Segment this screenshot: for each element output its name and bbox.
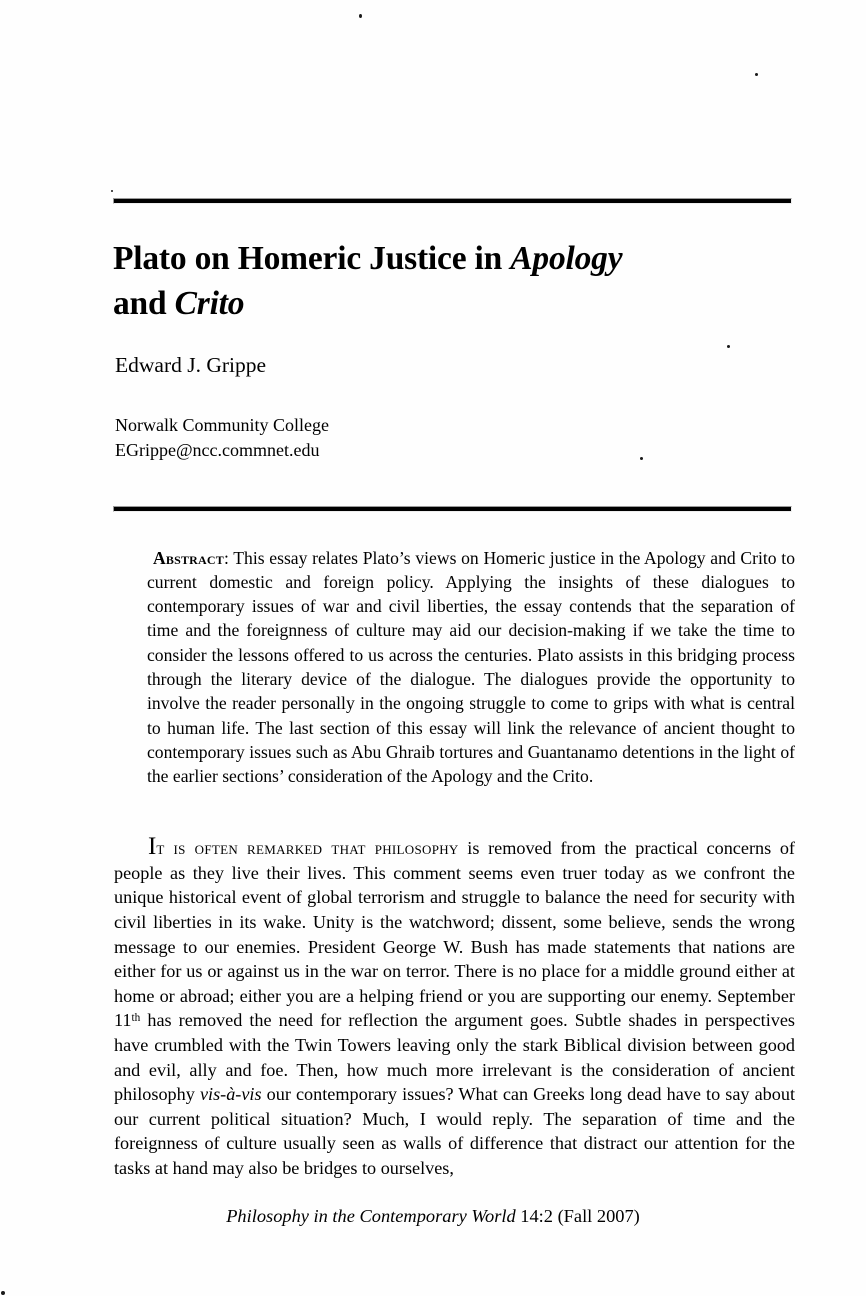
scan-speck xyxy=(640,457,643,460)
abstract-label: Abstract xyxy=(153,547,224,568)
italic-phrase: vis-à-vis xyxy=(199,1084,262,1105)
journal-name: Philosophy in the Contemporary World xyxy=(226,1206,516,1226)
journal-issue: 14:2 (Fall 2007) xyxy=(515,1206,640,1226)
scan-speck xyxy=(111,190,113,192)
body-opening-paragraph xyxy=(114,833,795,1180)
author-name: Edward J. Grippe xyxy=(115,353,267,377)
page-footer-citation xyxy=(0,1206,866,1227)
title-line1-italic: Apology xyxy=(510,240,623,277)
author-affiliation-block xyxy=(115,413,329,462)
drop-cap: I xyxy=(148,833,157,861)
title-block xyxy=(113,236,803,326)
header-rule-top xyxy=(113,198,792,204)
abstract-text: This essay relates Plato’s views on Homeric justice in the Apology and Crito to current domestic and foreign policy. Applying the insights of these dialogues to contemporary issues of war and civil liberties, the essay contends that the separation of time and the foreignness of culture may aid our decision-making if we take the time to consider the lessons offered to us across the centuries. Plato assists in this bridging process through the literary device of the dialogue. The dialogues provide the opportunity to involve the reader personally in the ongoing struggle to come to grips with what is central to human life. The last section of this essay will link the relevance of ancient thought to contemporary issues such as Abu Ghraib tortures and Guantanamo detentions in the light of the earlier sections’ consideration of the Apology and the Crito. xyxy=(147,547,795,787)
body-segment-3: our contemporary issues? What can Greeks long dead have to say about our current political situation? Much, I would reply. The separation of time and the foreignness of culture usually seen as walls of difference that distract our attention for the tasks at hand may also be bridges to ourselves, xyxy=(114,1084,795,1178)
scan-speck xyxy=(727,345,730,348)
abstract-separator: : xyxy=(224,547,234,568)
title-line1-plain: Plato on Homeric Justice in xyxy=(113,240,511,277)
scan-speck xyxy=(755,73,758,76)
opening-smallcaps: t is often remarked that philosophy xyxy=(156,838,459,859)
scan-speck xyxy=(1,1291,5,1295)
scan-speck xyxy=(359,14,362,18)
header-rule-bottom xyxy=(113,506,792,512)
ordinal-superscript: th xyxy=(131,1012,141,1025)
title-line2-italic: Crito xyxy=(174,285,245,322)
body-segment-1: is removed from the practical concerns of people as they live their lives. This comment seems even truer today as we confront the unique historical event of global terrorism and struggle to balance the need for security with civil liberties in its wake. Unity is the watchword; dissent, some believe, sends the wrong message to our enemies. President George W. Bush has made statements that nations are either for us or against us in the war on terror. There is no place for a middle ground either at home or abroad; either you are a helping friend or you are supporting our enemy. September 11 xyxy=(114,838,795,1031)
body-segment-2: has removed the need for reflection the argument goes. Subtle shades in perspectives have crumbled with the Twin Towers leaving only the stark Biblical division between good and evil, ally and foe. Then, how much more irrelevant is the consideration of ancient philosophy xyxy=(114,1010,795,1105)
title-line2-plain: and xyxy=(113,285,175,322)
author-email: EGrippe@ncc.commnet.edu xyxy=(115,439,320,460)
affiliation-institution: Norwalk Community College xyxy=(115,415,329,435)
page-title xyxy=(113,236,803,326)
abstract-paragraph xyxy=(147,546,795,789)
